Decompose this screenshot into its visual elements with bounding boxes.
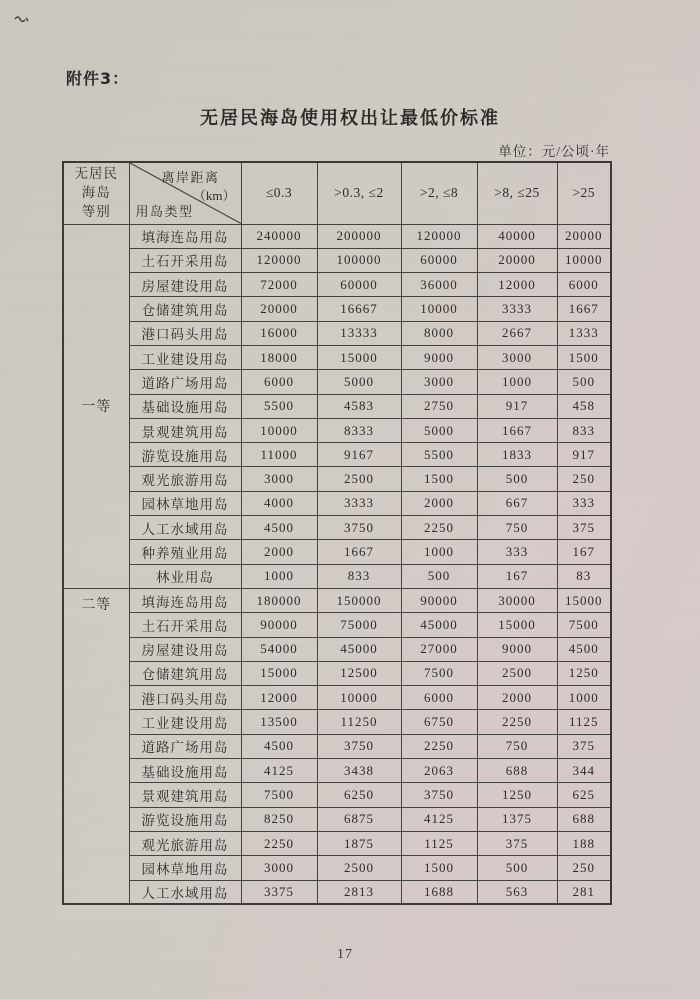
price-cell: 5500 bbox=[241, 394, 317, 418]
island-type-cell: 港口码头用岛 bbox=[129, 321, 241, 345]
price-cell: 500 bbox=[477, 856, 557, 880]
price-cell: 60000 bbox=[401, 248, 477, 272]
price-cell: 4500 bbox=[557, 637, 611, 661]
price-cell: 3000 bbox=[477, 345, 557, 369]
table-row bbox=[63, 321, 611, 345]
price-cell: 240000 bbox=[241, 224, 317, 248]
price-cell: 16000 bbox=[241, 321, 317, 345]
price-cell: 250 bbox=[557, 856, 611, 880]
page-title: 无居民海岛使用权出让最低价标准 bbox=[200, 108, 500, 129]
price-cell: 3750 bbox=[401, 783, 477, 807]
price-cell: 2750 bbox=[401, 394, 477, 418]
price-cell: 90000 bbox=[241, 613, 317, 637]
table-row bbox=[63, 491, 611, 515]
price-cell: 688 bbox=[557, 807, 611, 831]
price-cell: 3000 bbox=[401, 370, 477, 394]
price-cell: 1500 bbox=[401, 856, 477, 880]
price-cell: 375 bbox=[557, 516, 611, 540]
price-cell: 36000 bbox=[401, 273, 477, 297]
price-cell: 6750 bbox=[401, 710, 477, 734]
price-cell: 1250 bbox=[557, 661, 611, 685]
island-type-cell: 道路广场用岛 bbox=[129, 734, 241, 758]
price-cell: 333 bbox=[557, 491, 611, 515]
price-cell: 750 bbox=[477, 734, 557, 758]
table-row bbox=[63, 443, 611, 467]
table-row bbox=[63, 710, 611, 734]
price-cell: 45000 bbox=[401, 613, 477, 637]
price-cell: 2000 bbox=[241, 540, 317, 564]
price-cell: 6250 bbox=[317, 783, 401, 807]
price-cell: 2250 bbox=[401, 734, 477, 758]
price-cell: 27000 bbox=[401, 637, 477, 661]
table-row bbox=[63, 759, 611, 783]
price-cell: 1667 bbox=[317, 540, 401, 564]
price-cell: 3375 bbox=[241, 880, 317, 904]
price-cell: 60000 bbox=[317, 273, 401, 297]
price-cell: 7500 bbox=[557, 613, 611, 637]
table-row bbox=[63, 394, 611, 418]
island-type-cell: 游览设施用岛 bbox=[129, 807, 241, 831]
table-row bbox=[63, 686, 611, 710]
price-cell: 200000 bbox=[317, 224, 401, 248]
price-cell: 45000 bbox=[317, 637, 401, 661]
distance-header-4: >8, ≤25 bbox=[477, 162, 557, 224]
price-cell: 333 bbox=[477, 540, 557, 564]
grade-cell-2: 二等 bbox=[63, 588, 129, 904]
price-cell: 344 bbox=[557, 759, 611, 783]
price-cell: 11250 bbox=[317, 710, 401, 734]
price-cell: 10000 bbox=[557, 248, 611, 272]
attachment-label: 附件3： bbox=[66, 69, 130, 88]
price-cell: 1667 bbox=[557, 297, 611, 321]
table-row bbox=[63, 734, 611, 758]
price-cell: 3333 bbox=[317, 491, 401, 515]
price-cell: 4000 bbox=[241, 491, 317, 515]
price-cell: 15000 bbox=[477, 613, 557, 637]
price-cell: 5500 bbox=[401, 443, 477, 467]
price-cell: 150000 bbox=[317, 588, 401, 612]
price-cell: 83 bbox=[557, 564, 611, 588]
price-cell: 9000 bbox=[401, 345, 477, 369]
island-type-cell: 仓储建筑用岛 bbox=[129, 297, 241, 321]
price-cell: 3000 bbox=[241, 856, 317, 880]
island-type-cell: 园林草地用岛 bbox=[129, 491, 241, 515]
price-cell: 20000 bbox=[557, 224, 611, 248]
price-cell: 250 bbox=[557, 467, 611, 491]
island-type-cell: 观光旅游用岛 bbox=[129, 467, 241, 491]
header-row bbox=[63, 162, 611, 224]
price-cell: 917 bbox=[557, 443, 611, 467]
price-cell: 1375 bbox=[477, 807, 557, 831]
grade-column-header bbox=[63, 162, 129, 224]
price-cell: 30000 bbox=[477, 588, 557, 612]
price-cell: 10000 bbox=[317, 686, 401, 710]
price-cell: 54000 bbox=[241, 637, 317, 661]
table-row bbox=[63, 588, 611, 612]
table-row bbox=[63, 540, 611, 564]
grade-header-line1: 无居民 bbox=[74, 165, 118, 181]
price-cell: 20000 bbox=[477, 248, 557, 272]
price-cell: 833 bbox=[317, 564, 401, 588]
corner-header-cell bbox=[129, 162, 241, 224]
handwritten-mark bbox=[14, 13, 30, 25]
table-row bbox=[63, 661, 611, 685]
price-cell: 5000 bbox=[401, 418, 477, 442]
island-type-cell: 房屋建设用岛 bbox=[129, 637, 241, 661]
grade-cell-1: 一等 bbox=[63, 224, 129, 588]
price-cell: 13333 bbox=[317, 321, 401, 345]
price-cell: 375 bbox=[477, 831, 557, 855]
price-cell: 750 bbox=[477, 516, 557, 540]
price-cell: 15000 bbox=[317, 345, 401, 369]
island-type-cell: 工业建设用岛 bbox=[129, 345, 241, 369]
price-cell: 625 bbox=[557, 783, 611, 807]
price-cell: 2250 bbox=[241, 831, 317, 855]
island-type-cell: 土石开采用岛 bbox=[129, 248, 241, 272]
price-cell: 100000 bbox=[317, 248, 401, 272]
price-cell: 2000 bbox=[477, 686, 557, 710]
price-cell: 2500 bbox=[477, 661, 557, 685]
island-type-cell: 基础设施用岛 bbox=[129, 759, 241, 783]
price-cell: 10000 bbox=[401, 297, 477, 321]
price-cell: 8000 bbox=[401, 321, 477, 345]
price-cell: 1688 bbox=[401, 880, 477, 904]
price-cell: 13500 bbox=[241, 710, 317, 734]
price-cell: 2667 bbox=[477, 321, 557, 345]
price-cell: 15000 bbox=[241, 661, 317, 685]
table-row bbox=[63, 856, 611, 880]
price-cell: 40000 bbox=[477, 224, 557, 248]
price-cell: 3438 bbox=[317, 759, 401, 783]
price-cell: 72000 bbox=[241, 273, 317, 297]
price-cell: 8333 bbox=[317, 418, 401, 442]
price-cell: 3333 bbox=[477, 297, 557, 321]
island-type-cell: 种养殖业用岛 bbox=[129, 540, 241, 564]
table-row bbox=[63, 418, 611, 442]
island-type-cell: 基础设施用岛 bbox=[129, 394, 241, 418]
price-cell: 1000 bbox=[241, 564, 317, 588]
table-row bbox=[63, 880, 611, 904]
grade-header-line3: 等别 bbox=[81, 203, 111, 219]
island-type-cell: 道路广场用岛 bbox=[129, 370, 241, 394]
price-cell: 188 bbox=[557, 831, 611, 855]
price-cell: 4125 bbox=[241, 759, 317, 783]
price-cell: 4500 bbox=[241, 516, 317, 540]
island-type-cell: 人工水域用岛 bbox=[129, 880, 241, 904]
price-cell: 1250 bbox=[477, 783, 557, 807]
table-row bbox=[63, 516, 611, 540]
price-cell: 120000 bbox=[241, 248, 317, 272]
price-cell: 12000 bbox=[477, 273, 557, 297]
price-cell: 5000 bbox=[317, 370, 401, 394]
price-cell: 1833 bbox=[477, 443, 557, 467]
table-row bbox=[63, 637, 611, 661]
table-row bbox=[63, 345, 611, 369]
island-type-cell: 游览设施用岛 bbox=[129, 443, 241, 467]
price-cell: 1000 bbox=[477, 370, 557, 394]
price-cell: 688 bbox=[477, 759, 557, 783]
price-cell: 11000 bbox=[241, 443, 317, 467]
price-cell: 2813 bbox=[317, 880, 401, 904]
price-cell: 9167 bbox=[317, 443, 401, 467]
price-cell: 281 bbox=[557, 880, 611, 904]
price-cell: 2250 bbox=[401, 516, 477, 540]
price-cell: 500 bbox=[477, 467, 557, 491]
price-cell: 167 bbox=[557, 540, 611, 564]
price-cell: 1125 bbox=[557, 710, 611, 734]
price-cell: 18000 bbox=[241, 345, 317, 369]
price-cell: 500 bbox=[401, 564, 477, 588]
island-type-cell: 人工水域用岛 bbox=[129, 516, 241, 540]
island-type-cell: 园林草地用岛 bbox=[129, 856, 241, 880]
price-cell: 180000 bbox=[241, 588, 317, 612]
island-type-cell: 景观建筑用岛 bbox=[129, 418, 241, 442]
price-cell: 3750 bbox=[317, 734, 401, 758]
price-cell: 2063 bbox=[401, 759, 477, 783]
price-table bbox=[62, 161, 612, 905]
table-row bbox=[63, 467, 611, 491]
island-type-cell: 林业用岛 bbox=[129, 564, 241, 588]
price-cell: 3000 bbox=[241, 467, 317, 491]
price-cell: 4125 bbox=[401, 807, 477, 831]
price-cell: 563 bbox=[477, 880, 557, 904]
island-type-cell: 观光旅游用岛 bbox=[129, 831, 241, 855]
price-cell: 1333 bbox=[557, 321, 611, 345]
island-type-cell: 仓储建筑用岛 bbox=[129, 661, 241, 685]
price-cell: 1125 bbox=[401, 831, 477, 855]
distance-header-1: ≤0.3 bbox=[241, 162, 317, 224]
price-cell: 375 bbox=[557, 734, 611, 758]
price-cell: 833 bbox=[557, 418, 611, 442]
price-cell: 6000 bbox=[557, 273, 611, 297]
price-cell: 7500 bbox=[241, 783, 317, 807]
price-cell: 1000 bbox=[557, 686, 611, 710]
price-cell: 9000 bbox=[477, 637, 557, 661]
price-cell: 20000 bbox=[241, 297, 317, 321]
table-row bbox=[63, 613, 611, 637]
unit-label: 单位：元/公顷·年 bbox=[498, 144, 610, 159]
corner-distance-unit: （km） bbox=[192, 188, 236, 203]
island-type-cell: 土石开采用岛 bbox=[129, 613, 241, 637]
page-number: 17 bbox=[337, 947, 353, 962]
price-cell: 7500 bbox=[401, 661, 477, 685]
price-cell: 6875 bbox=[317, 807, 401, 831]
price-cell: 1000 bbox=[401, 540, 477, 564]
price-cell: 167 bbox=[477, 564, 557, 588]
price-cell: 15000 bbox=[557, 588, 611, 612]
distance-header-5: >25 bbox=[557, 162, 611, 224]
price-cell: 4583 bbox=[317, 394, 401, 418]
price-cell: 500 bbox=[557, 370, 611, 394]
distance-header-3: >2, ≤8 bbox=[401, 162, 477, 224]
price-cell: 1875 bbox=[317, 831, 401, 855]
island-type-cell: 填海连岛用岛 bbox=[129, 588, 241, 612]
price-cell: 16667 bbox=[317, 297, 401, 321]
price-cell: 8250 bbox=[241, 807, 317, 831]
price-cell: 1500 bbox=[401, 467, 477, 491]
price-cell: 1500 bbox=[557, 345, 611, 369]
distance-header-2: >0.3, ≤2 bbox=[317, 162, 401, 224]
island-type-cell: 港口码头用岛 bbox=[129, 686, 241, 710]
price-cell: 3750 bbox=[317, 516, 401, 540]
grade-header-line2: 海岛 bbox=[81, 184, 111, 200]
island-type-cell: 房屋建设用岛 bbox=[129, 273, 241, 297]
table-row bbox=[63, 248, 611, 272]
table-row bbox=[63, 273, 611, 297]
table-row bbox=[63, 564, 611, 588]
table-row bbox=[63, 297, 611, 321]
price-cell: 12500 bbox=[317, 661, 401, 685]
island-type-cell: 工业建设用岛 bbox=[129, 710, 241, 734]
price-cell: 120000 bbox=[401, 224, 477, 248]
price-cell: 2250 bbox=[477, 710, 557, 734]
table-row bbox=[63, 831, 611, 855]
table-row bbox=[63, 807, 611, 831]
table-row bbox=[63, 370, 611, 394]
corner-distance-label: 离岸距离 bbox=[161, 170, 220, 185]
price-cell: 10000 bbox=[241, 418, 317, 442]
price-cell: 90000 bbox=[401, 588, 477, 612]
price-cell: 2500 bbox=[317, 856, 401, 880]
price-cell: 75000 bbox=[317, 613, 401, 637]
price-cell: 6000 bbox=[241, 370, 317, 394]
price-cell: 1667 bbox=[477, 418, 557, 442]
table-row bbox=[63, 224, 611, 248]
corner-usetype-label: 用岛类型 bbox=[135, 203, 194, 219]
price-cell: 4500 bbox=[241, 734, 317, 758]
price-cell: 2500 bbox=[317, 467, 401, 491]
price-cell: 667 bbox=[477, 491, 557, 515]
island-type-cell: 填海连岛用岛 bbox=[129, 224, 241, 248]
price-cell: 6000 bbox=[401, 686, 477, 710]
table-row bbox=[63, 783, 611, 807]
price-cell: 917 bbox=[477, 394, 557, 418]
island-type-cell: 景观建筑用岛 bbox=[129, 783, 241, 807]
price-cell: 12000 bbox=[241, 686, 317, 710]
price-cell: 458 bbox=[557, 394, 611, 418]
price-cell: 2000 bbox=[401, 491, 477, 515]
